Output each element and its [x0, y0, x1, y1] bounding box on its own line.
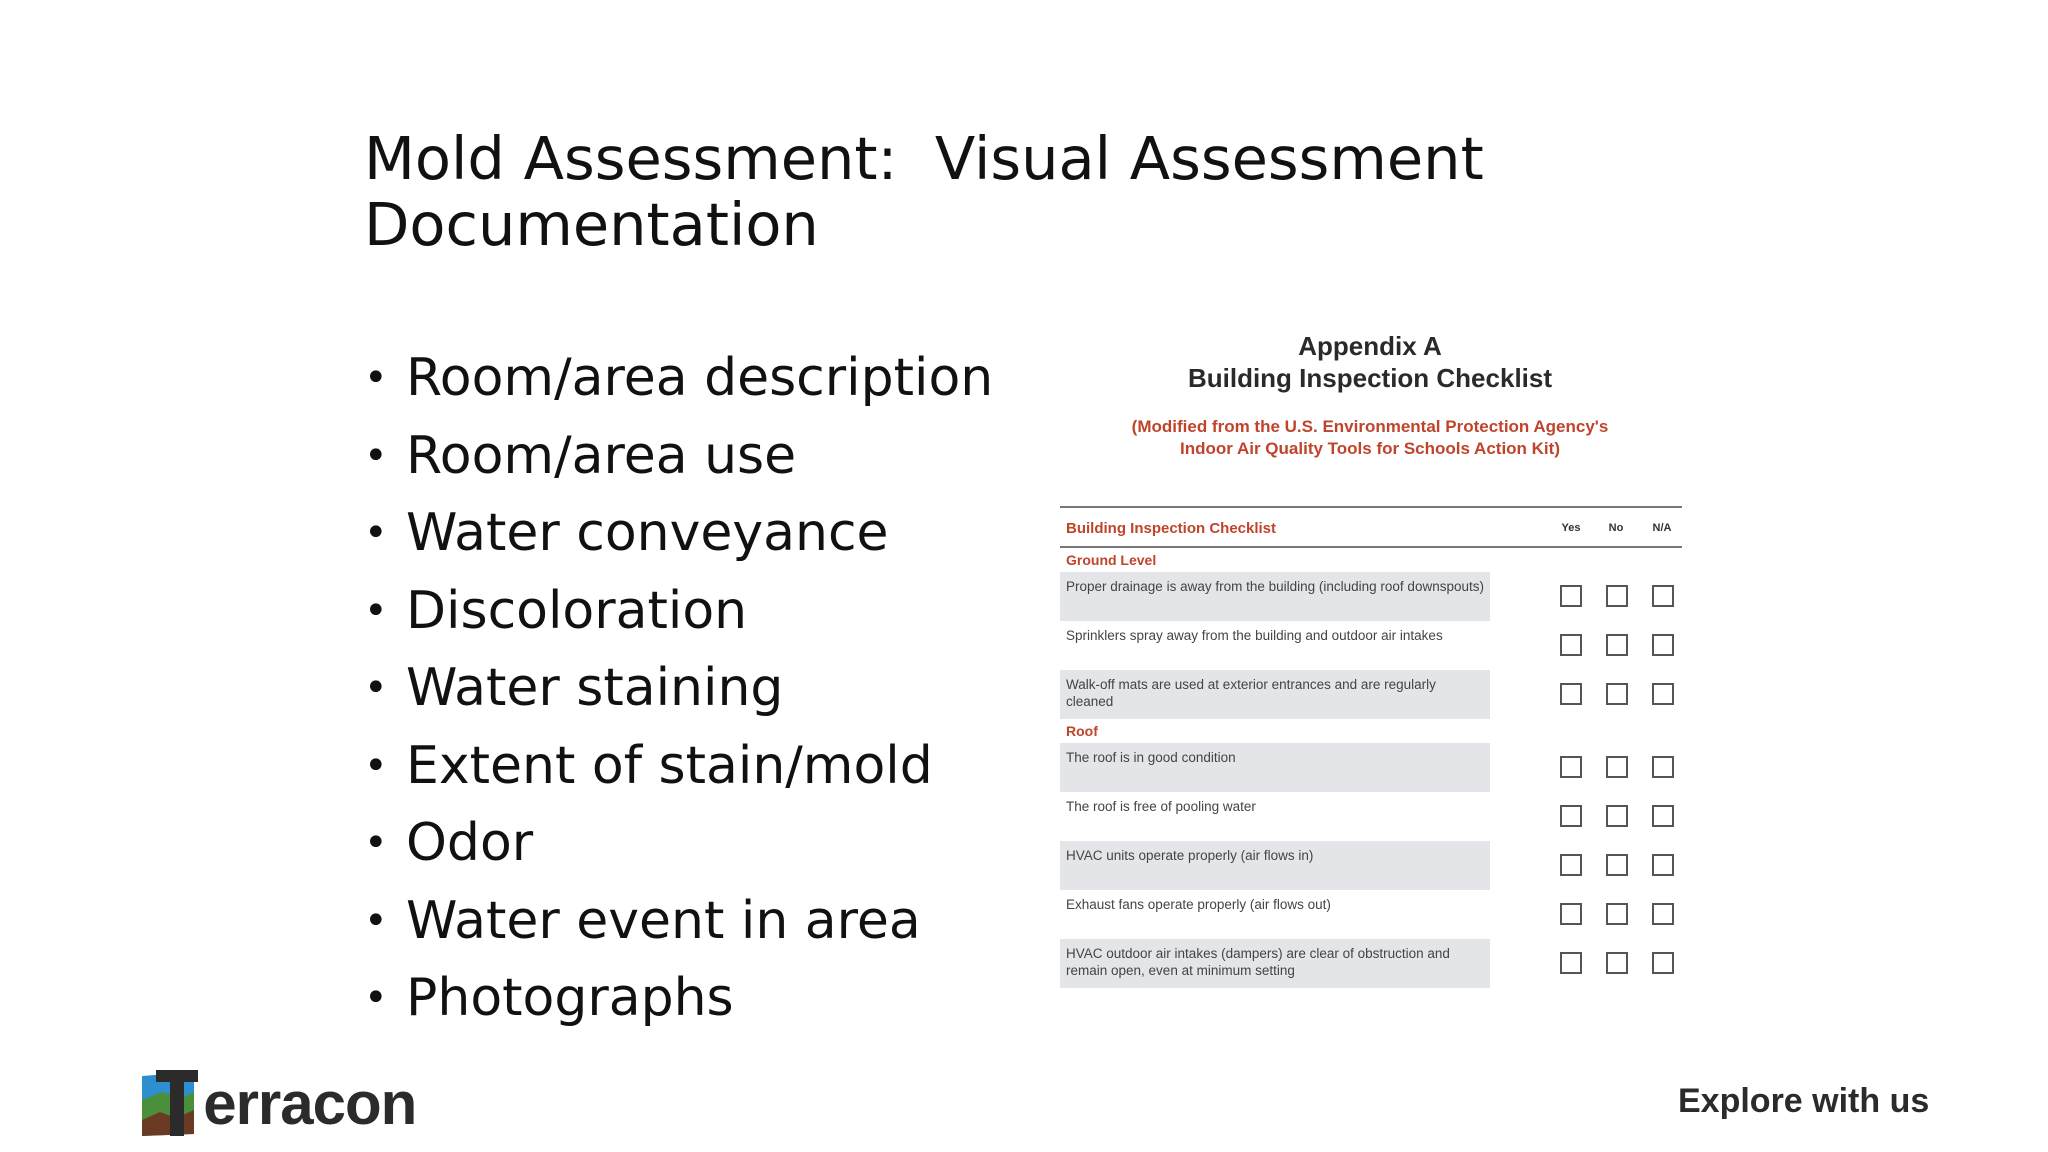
- bullet-item: • Room/area description: [364, 348, 994, 408]
- checklist-row: HVAC units operate properly (air flows in): [1060, 841, 1682, 890]
- checklist-row: Proper drainage is away from the building (including roof downspouts): [1060, 572, 1682, 621]
- checkbox-na[interactable]: [1652, 683, 1674, 705]
- checkbox-no[interactable]: [1606, 952, 1628, 974]
- checklist-row: The roof is in good condition: [1060, 743, 1682, 792]
- bullet-item: • Water staining: [364, 658, 784, 718]
- checklist-table-title: Building Inspection Checklist: [1066, 520, 1277, 537]
- checkbox-yes[interactable]: [1560, 683, 1582, 705]
- checkbox-na[interactable]: [1652, 634, 1674, 656]
- bullet-item: • Room/area use: [364, 425, 797, 486]
- checkbox-yes[interactable]: [1560, 952, 1582, 974]
- bullet-item: • Water event in area: [364, 890, 921, 951]
- bullet-item: • Odor: [364, 813, 534, 873]
- checkbox-na[interactable]: [1652, 585, 1674, 607]
- checkbox-yes[interactable]: [1560, 903, 1582, 925]
- checkbox-yes[interactable]: [1560, 854, 1582, 876]
- column-no: No: [1608, 522, 1624, 534]
- appendix-heading: Appendix A Building Inspection Checklist: [1187, 331, 1553, 393]
- checkbox-no[interactable]: [1606, 805, 1628, 827]
- column-na: N/A: [1652, 522, 1672, 534]
- checkbox-na[interactable]: [1652, 952, 1674, 974]
- checkbox-no[interactable]: [1606, 634, 1628, 656]
- checkbox-yes[interactable]: [1560, 805, 1582, 827]
- bullet-item: • Discoloration: [364, 580, 748, 641]
- bullet-item: • Water conveyance: [364, 503, 889, 563]
- checklist-row: Exhaust fans operate properly (air flows out): [1060, 890, 1682, 939]
- tagline: Explore with us: [1678, 1082, 1930, 1120]
- checklist-row: HVAC outdoor air intakes (dampers) are clear of obstruction and remain open, even at minimum setting: [1060, 939, 1682, 988]
- checklist-row: The roof is free of pooling water: [1060, 792, 1682, 841]
- checkbox-no[interactable]: [1606, 683, 1628, 705]
- checkbox-no[interactable]: [1606, 854, 1628, 876]
- checkbox-na[interactable]: [1652, 903, 1674, 925]
- section-ground-level: Ground Level: [1066, 552, 1157, 568]
- section-roof: Roof: [1066, 723, 1098, 739]
- bullet-item: • Extent of stain/mold: [364, 735, 933, 796]
- checkbox-yes[interactable]: [1560, 634, 1582, 656]
- bullet-item: • Photographs: [364, 968, 734, 1028]
- terracon-logo-text: [172, 1072, 416, 1136]
- appendix-checklist-image: [1060, 330, 1680, 978]
- checkbox-no[interactable]: [1606, 903, 1628, 925]
- checklist-table: [1060, 506, 1682, 988]
- checklist-table-header: [1060, 508, 1682, 548]
- checkbox-na[interactable]: [1652, 805, 1674, 827]
- checkbox-na[interactable]: [1652, 854, 1674, 876]
- checkbox-no[interactable]: [1606, 756, 1628, 778]
- column-yes: Yes: [1561, 522, 1581, 534]
- slide-title: Mold Assessment: Visual Assessment Documentation: [364, 124, 1484, 259]
- bullet-list: [364, 340, 993, 1038]
- checkbox-no[interactable]: [1606, 585, 1628, 607]
- checklist-row: Walk-off mats are used at exterior entrances and are regularly cleaned: [1060, 670, 1682, 719]
- appendix-subtitle: (Modified from the U.S. Environmental Protection Agency's Indoor Air Quality Tools for Schools Action Kit): [1131, 417, 1609, 458]
- checkbox-yes[interactable]: [1560, 756, 1582, 778]
- checkbox-yes[interactable]: [1560, 585, 1582, 607]
- checkbox-na[interactable]: [1652, 756, 1674, 778]
- checklist-row: Sprinklers spray away from the building and outdoor air intakes: [1060, 621, 1682, 670]
- logo-wordmark: erracon: [203, 1070, 417, 1137]
